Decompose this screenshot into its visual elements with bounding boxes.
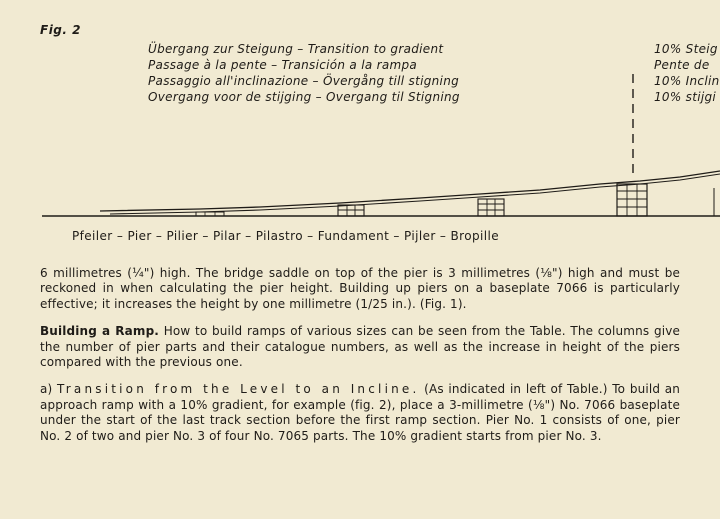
paragraph-text: 6 millimetres (¼") high. The bridge saddle on top of the pier is 3 millimetres (⅛") high and must be reckoned in when calculating the pier height. Building up piers on a baseplate 7066 is particularly effective; it increases the height by one millimetre (1/25 in.). (Fig. 1). <box>40 266 680 311</box>
list-marker: a) <box>40 382 57 397</box>
caption-line: 10% Steig <box>654 42 718 56</box>
section-heading: Building a Ramp. <box>40 324 160 339</box>
pier-3 <box>617 184 647 216</box>
body-text <box>40 266 680 444</box>
paragraph-building-ramp <box>40 324 680 370</box>
track-ramp-lower <box>110 174 720 214</box>
caption-line: Passaggio all'inclinazione – Övergång till stigning <box>148 74 460 88</box>
section-heading: Transition from the Level to an Incline. <box>56 382 420 397</box>
paragraph-text: (As indicated in left of Table.) To build an approach ramp with a 10% gradient, for example (fig. 2), place a 3-millimetre (⅛") No. 7066 baseplate under the start of the last track section before the first ramp section. Pier No. 1 consists of one, pier No. 2 of two and pier No. 3 of four No. 7065 parts. The 10% gradient starts from pier No. 3. <box>40 382 680 443</box>
pier-1 <box>338 205 364 216</box>
caption-line: Übergang zur Steigung – Transition to gradient <box>148 42 444 56</box>
caption-line: Pente de <box>654 58 710 72</box>
paragraph-text: How to build ramps of various sizes can be seen from the Table. The columns give the number of pier parts and their catalogue numbers, as well as the increase in height of the piers compared with the previous one. <box>40 324 680 370</box>
figure-label: Fig. 2 <box>40 23 81 37</box>
caption-line: Passage à la pente – Transición a la rampa <box>148 58 418 72</box>
caption-line: 10% Inclin <box>654 74 720 88</box>
caption-line: 10% stijgi <box>654 90 717 104</box>
pier-caption: Pfeiler – Pier – Pilier – Pilar – Pilastro – Fundament – Pijler – Bropille <box>72 229 499 243</box>
caption-line: Overgang voor de stijging – Overgang til Stigning <box>148 90 460 104</box>
paragraph-transition <box>40 382 680 444</box>
pier-2 <box>478 199 504 216</box>
paragraph-pier-height <box>40 266 680 312</box>
